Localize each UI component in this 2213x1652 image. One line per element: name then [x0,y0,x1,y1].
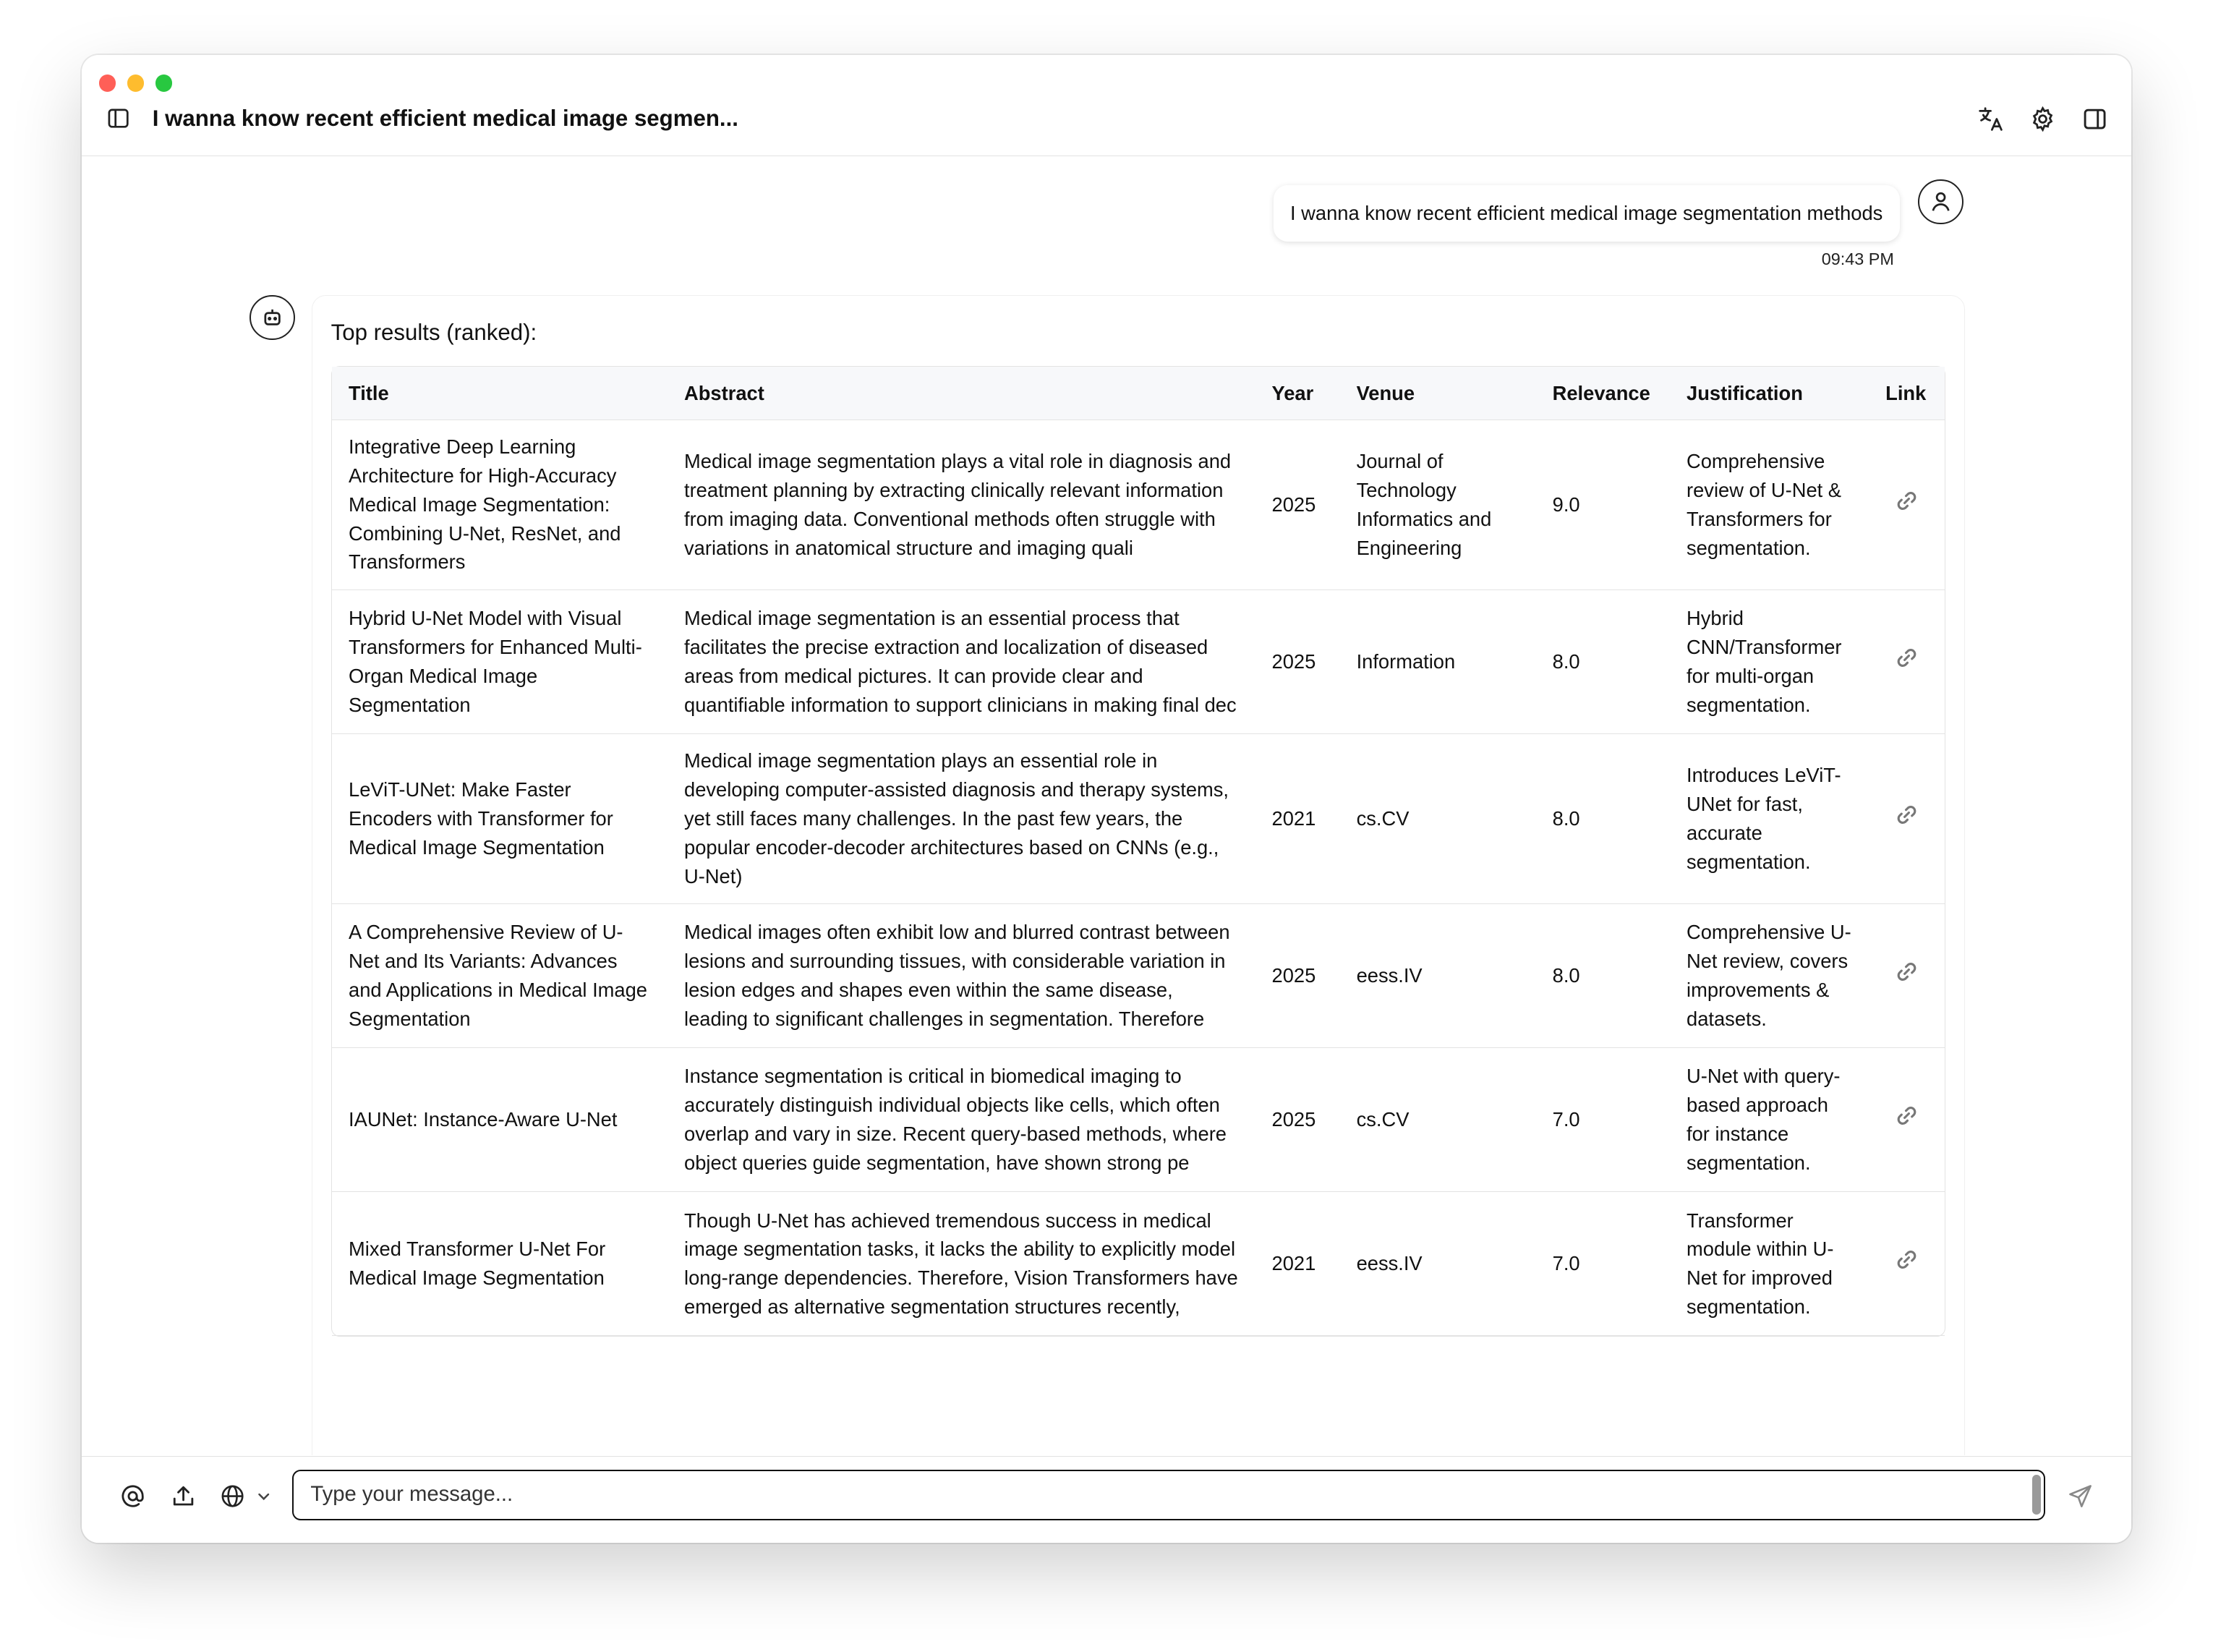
column-header-abstract: Abstract [668,367,1255,420]
cell-venue: eess.IV [1339,1192,1535,1336]
cell-link [1869,420,1945,590]
cell-justification: Comprehensive U-Net review, covers improvements & datasets. [1670,904,1869,1048]
cell-relevance: 8.0 [1535,734,1669,904]
link-icon[interactable] [1893,801,1921,829]
cell-venue: cs.CV [1339,1048,1535,1192]
title-bar [82,55,2131,156]
message-input[interactable] [292,1470,2045,1520]
table-row [332,590,1945,734]
close-window-button[interactable] [99,74,116,91]
gear-icon[interactable] [2029,106,2056,132]
column-header-title: Title [332,367,668,420]
composer-bar [82,1456,2131,1543]
cell-abstract: Medical image segmentation plays an essential role in developing computer-assisted diagnosis and therapy systems, yet still faces many challenges. In the past few years, the popular encoder-decoder architectures based on CNNs (e.g., U-Net) [668,734,1255,904]
cell-venue: cs.CV [1339,734,1535,904]
at-icon[interactable] [119,1482,147,1510]
cell-title: Hybrid U-Net Model with Visual Transformers for Enhanced Multi-Organ Medical Image Segmentation [332,590,668,734]
cell-abstract: Medical image segmentation is an essential process that facilitates the precise extraction and localization of diseased areas from medical pictures. It can provide clear and quantifiable information to support clinicians in making final dec [668,590,1255,734]
cell-relevance: 7.0 [1535,1048,1669,1192]
upload-icon[interactable] [169,1482,197,1510]
cell-link [1869,904,1945,1048]
cell-justification: Introduces LeViT-UNet for fast, accurate segmentation. [1670,734,1869,904]
cell-abstract: Though U-Net has achieved tremendous success in medical image segmentation tasks, it lacks the ability to explicitly model long-range dependencies. Therefore, Vision Transformers have emerged as alternative segmentation structures recently, [668,1192,1255,1336]
user-avatar-icon [1918,179,1963,225]
cell-abstract: Medical images often exhibit low and blurred contrast between lesions and surrounding tissues, with considerable variation in lesion edges and shapes even within the same disease, leading to significant challenges in segmentation. Therefore [668,904,1255,1048]
cell-relevance: 9.0 [1535,420,1669,590]
window-controls [99,74,172,91]
column-header-relevance: Relevance [1535,367,1669,420]
table-row [332,904,1945,1048]
cell-year: 2025 [1255,420,1339,590]
input-scrollbar[interactable] [2032,1475,2041,1515]
cell-title: IAUNet: Instance-Aware U-Net [332,1048,668,1192]
maximize-window-button[interactable] [155,74,172,91]
cell-justification: Comprehensive review of U-Net & Transformers for segmentation. [1670,420,1869,590]
cell-justification: Transformer module within U-Net for improved segmentation. [1670,1192,1869,1336]
cell-year: 2025 [1255,904,1339,1048]
chat-area [82,157,2131,1455]
message-timestamp: 09:43 PM [1821,250,1894,269]
send-icon[interactable] [2066,1482,2094,1510]
cell-abstract: Instance segmentation is critical in biomedical imaging to accurately distinguish individual objects like cells, which often overlap and vary in size. Recent query-based methods, where object queries guide segmentation, have shown strong pe [668,1048,1255,1192]
link-icon[interactable] [1893,487,1921,515]
conversation-title: I wanna know recent efficient medical image segmen... [152,106,738,132]
table-row [332,734,1945,904]
cell-title: LeViT-UNet: Make Faster Encoders with Transformer for Medical Image Segmentation [332,734,668,904]
panel-right-icon[interactable] [2081,106,2108,132]
cell-year: 2021 [1255,734,1339,904]
app-window [82,55,2131,1543]
cell-venue: Information [1339,590,1535,734]
column-header-link: Link [1869,367,1945,420]
header-actions [1977,106,2108,132]
cell-year: 2021 [1255,1192,1339,1336]
cell-title: Mixed Transformer U-Net For Medical Image Segmentation [332,1192,668,1336]
cell-relevance: 7.0 [1535,1192,1669,1336]
cell-venue: Journal of Technology Informatics and Engineering [1339,420,1535,590]
cell-relevance: 8.0 [1535,590,1669,734]
table-row [332,420,1945,590]
column-header-venue: Venue [1339,367,1535,420]
cell-year: 2025 [1255,1048,1339,1192]
minimize-window-button[interactable] [127,74,144,91]
cell-year: 2025 [1255,590,1339,734]
bot-avatar-icon [250,295,295,341]
cell-abstract: Medical image segmentation plays a vital role in diagnosis and treatment planning by extracting clinically relevant information from imaging data. Conventional methods often struggle with variations in anatomical structure and imaging quali [668,420,1255,590]
cell-link [1869,590,1945,734]
cell-link [1869,734,1945,904]
assistant-message [312,295,1964,1455]
cell-link [1869,1048,1945,1192]
column-header-justification: Justification [1670,367,1869,420]
cell-justification: Hybrid CNN/Transformer for multi-organ segmentation. [1670,590,1869,734]
sidebar-toggle-icon[interactable] [107,107,129,129]
link-icon[interactable] [1893,644,1921,672]
cell-link [1869,1192,1945,1336]
user-message: I wanna know recent efficient medical image segmentation methods [1274,185,1900,242]
link-icon[interactable] [1893,1246,1921,1274]
translate-icon[interactable] [1977,106,2004,132]
cell-venue: eess.IV [1339,904,1535,1048]
table-row [332,1048,1945,1192]
results-table [331,366,1946,1337]
column-header-year: Year [1255,367,1339,420]
table-row [332,1192,1945,1336]
link-icon[interactable] [1893,1102,1921,1130]
link-icon[interactable] [1893,958,1921,986]
results-heading: Top results (ranked): [331,320,537,345]
chevron-down-icon[interactable] [254,1482,273,1510]
cell-title: A Comprehensive Review of U-Net and Its Variants: Advances and Applications in Medical Image Segmentation [332,904,668,1048]
cell-title: Integrative Deep Learning Architecture for High-Accuracy Medical Image Segmentation: Combining U-Net, ResNet, and Transformers [332,420,668,590]
table-header-row [332,367,1945,420]
cell-relevance: 8.0 [1535,904,1669,1048]
cell-justification: U-Net with query-based approach for instance segmentation. [1670,1048,1869,1192]
globe-icon[interactable] [218,1482,247,1510]
